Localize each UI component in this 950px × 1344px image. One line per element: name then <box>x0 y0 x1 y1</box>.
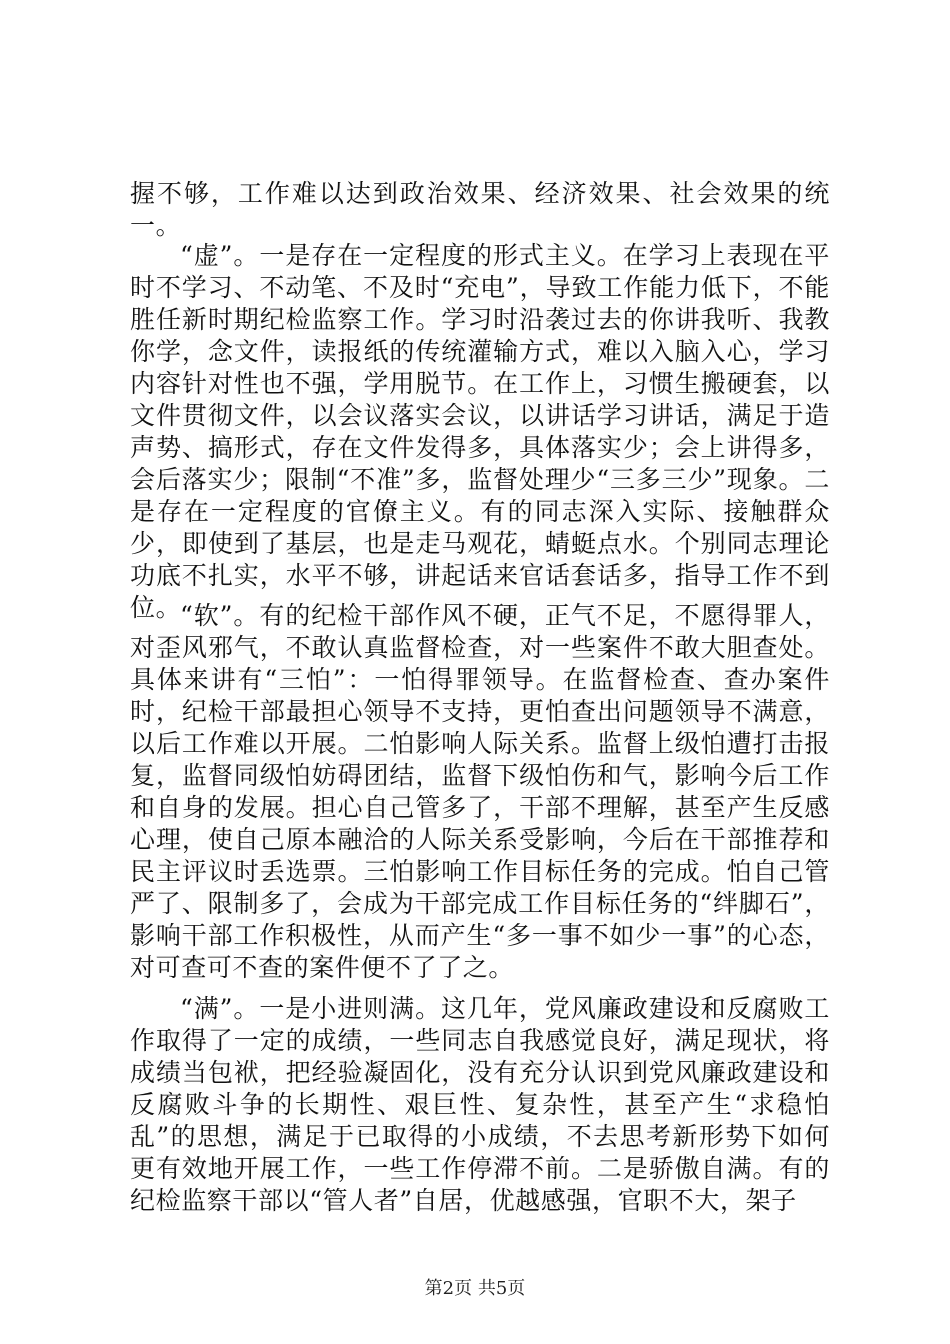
paragraph-continuation: 握不够，工作难以达到政治效果、经济效果、社会效果的统一。 <box>130 179 830 240</box>
paragraph-man: “满”。一是小进则满。这几年，党风廉政建设和反腐败工作取得了一定的成绩，一些同志自我感觉良好，满足现状，将成绩当包袱，把经验凝固化，没有充分认识到党风廉政建设和反腐败斗争的长期性、艰巨性、复杂性，甚至产生“求稳怕乱”的思想，满足于已取得的小成绩，不去思考新形势下如何更有效地开展工作，一些工作停滞不前。二是骄傲自满。有的纪检监察干部以“管人者”自居，优越感强，官职不大，架子 <box>130 994 830 1215</box>
page-footer: 第2页 共5页 <box>424 1278 526 1299</box>
paragraph-ruan: “软”。有的纪检干部作风不硬，正气不足，不愿得罪人，对歪风邪气，不敢认真监督检查，对一些案件不敢大胆查处。具体来讲有“三怕”：一怕得罪领导。在监督检查、查办案件时，纪检干部最担心领导不支持，更怕查出问题领导不满意，以后工作难以开展。二怕影响人际关系。监督上级怕遭打击报复，监督同级怕妨碍团结，监督下级怕伤和气，影响今后工作和自身的发展。担心自己管多了，干部不理解，甚至产生反感心理，使自己原本融洽的人际关系受影响，今后在干部推荐和民主评议时丢选票。三怕影响工作目标任务的完成。怕自己管严了、限制多了，会成为干部完成工作目标任务的“绊脚石”，影响干部工作积极性，从而产生“多一事不如少一事”的心态，对可查可不查的案件便不了了之。 <box>130 601 830 982</box>
paragraph-xu: “虚”。一是存在一定程度的形式主义。在学习上表现在平时不学习、不动笔、不及时“充电”，导致工作能力低下，不能胜任新时期纪检监察工作。学习时沿袭过去的你讲我听、我教你学，念文件，读报纸的传统灌输方式，难以入脑入心，学习内容针对性也不强，学用脱节。在工作上，习惯生搬硬套，以文件贯彻文件，以会议落实会议，以讲话学习讲话，满足于造声势、搞形式，存在文件发得多，具体落实少；会上讲得多，会后落实少；限制“不准”多，监督处理少“三多三少”现象。二是存在一定程度的官僚主义。有的同志深入实际、接触群众少，即使到了基层，也是走马观花，蜻蜓点水。个别同志理论功底不扎实，水平不够，讲起话来官话套话多，指导工作不到位。 <box>130 241 830 622</box>
